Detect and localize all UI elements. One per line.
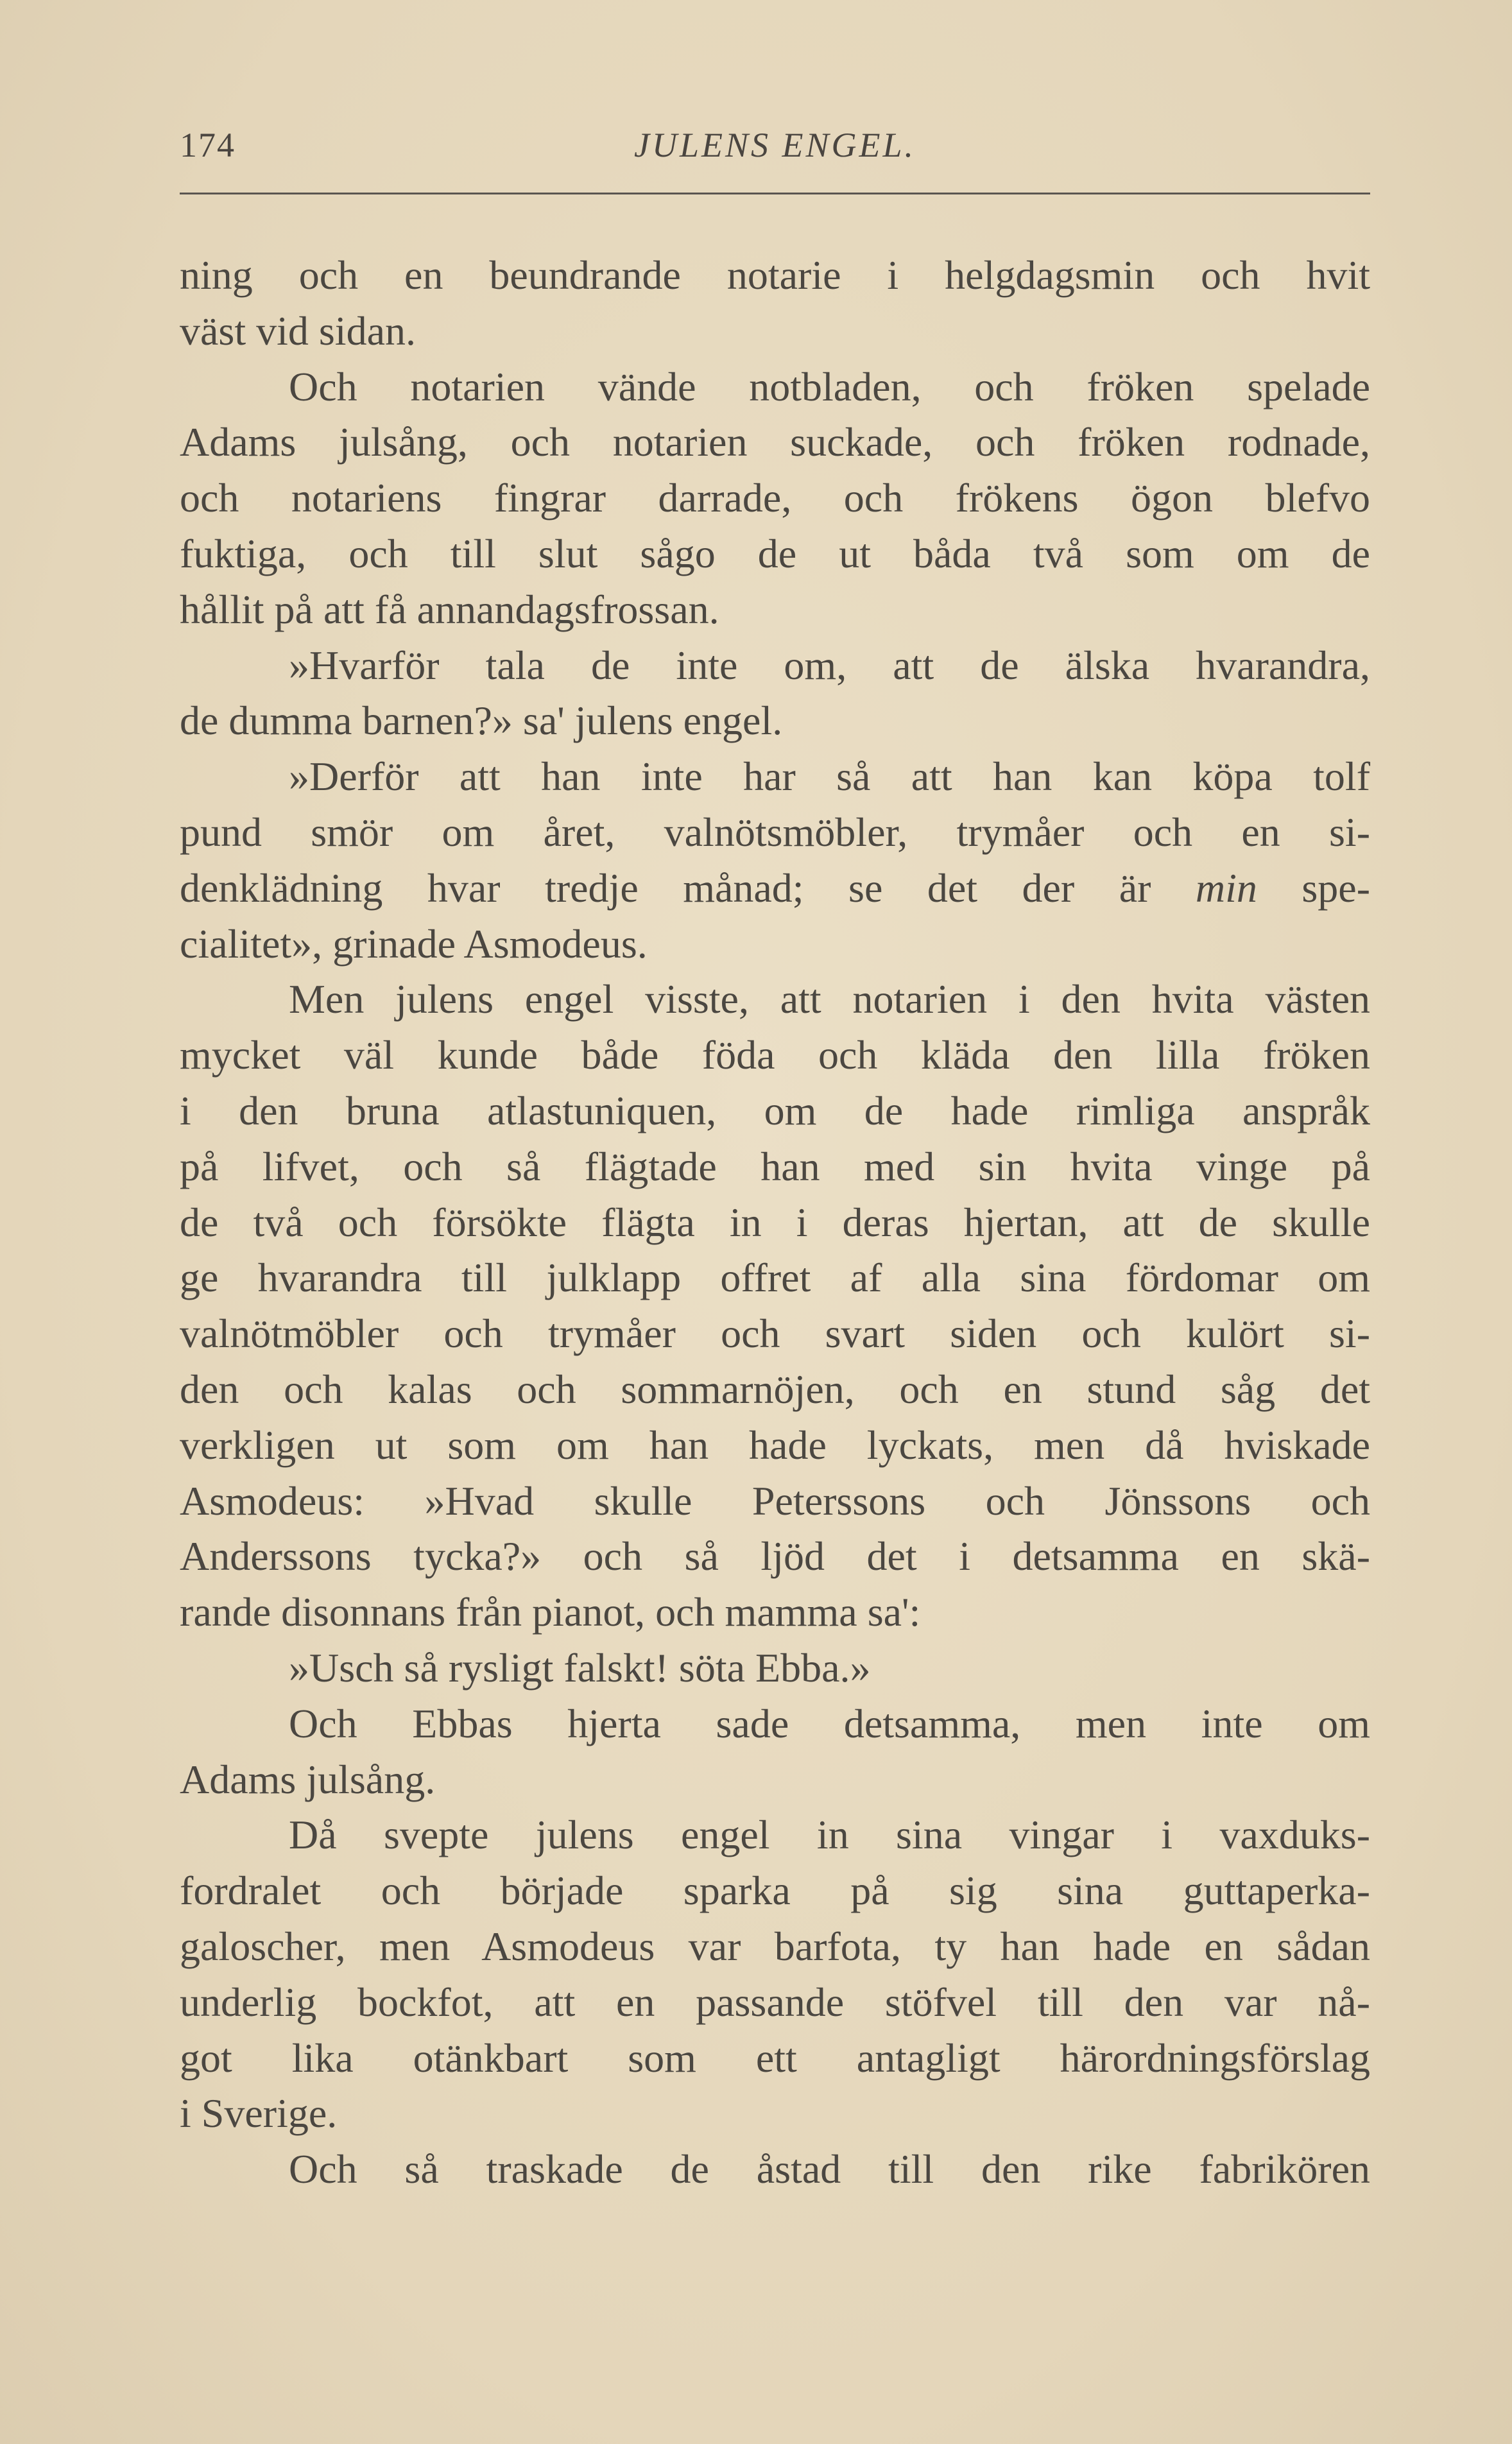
text-line: fordralet och började sparka på sig sina guttaperka- [180, 1868, 1370, 1914]
page-header [180, 125, 1370, 170]
italic-word: min [1195, 865, 1257, 911]
text-line: på lifvet, och så flägtade han med sin hvita vinge på [180, 1143, 1370, 1189]
text-line: valnötmöbler och trymåer och svart siden och kulört si- [180, 1311, 1370, 1357]
text-line: mycket väl kunde både föda och kläda den lilla fröken [180, 1032, 1370, 1078]
text-line: de dumma barnen?» sa' julens engel. [180, 698, 783, 744]
text-line: i den bruna atlastuniquen, om de hade rimliga anspråk [180, 1087, 1370, 1133]
text-line: underlig bockfot, att en passande stöfvel till den var nå- [180, 1979, 1370, 2025]
running-title: JULENS ENGEL. [633, 126, 916, 164]
text-line: Och så traskade de åstad till den rike fabrikören [289, 2146, 1370, 2192]
text-line: väst vid sidan. [180, 307, 416, 354]
text-segment: spe- [1257, 865, 1371, 911]
body-text [180, 248, 1370, 2198]
text-line: rande disonnans från pianot, och mamma sa': [180, 1589, 921, 1635]
text-line: hållit på att få annandagsfrossan. [180, 586, 719, 632]
text-line: »Derför att han inte har så att han kan köpa tolf [289, 753, 1370, 800]
text-line: pund smör om året, valnötsmöbler, trymåer och en si- [180, 809, 1370, 855]
text-line: cialitet», grinade Asmodeus. [180, 920, 648, 967]
text-line: got lika otänkbart som ett antagligt härordningsförslag [180, 2035, 1370, 2081]
text-line: ning och en beundrande notarie i helgdagsmin och hvit [180, 252, 1370, 298]
text-line: verkligen ut som om han hade lyckats, men då hviskade [180, 1422, 1370, 1468]
text-line: Asmodeus: »Hvad skulle Peterssons och Jönssons och [180, 1477, 1370, 1524]
page-number: 174 [180, 126, 236, 164]
text-line: Adams julsång. [180, 1756, 436, 1802]
text-line: Anderssons tycka?» och så ljöd det i detsamma en skä- [180, 1533, 1370, 1579]
text-line: fuktiga, och till slut sågo de ut båda två som om de [180, 530, 1370, 576]
header-rule [180, 193, 1370, 194]
text-line: ge hvarandra till julklapp offret af alla sina fördomar om [180, 1255, 1370, 1301]
text-line: Och Ebbas hjerta sade detsamma, men inte om [289, 1700, 1370, 1746]
text-line: »Usch så rysligt falskt! söta Ebba.» [289, 1644, 871, 1691]
text-line: i Sverige. [180, 2090, 338, 2137]
text-line: de två och försökte flägta in i deras hjertan, att de skulle [180, 1199, 1370, 1245]
text-line-with-italic [180, 861, 1370, 917]
text-line: den och kalas och sommarnöjen, och en stund såg det [180, 1366, 1370, 1412]
text-line: Adams julsång, och notarien suckade, och fröken rodnade, [180, 419, 1370, 465]
text-line: galoscher, men Asmodeus var barfota, ty han hade en sådan [180, 1923, 1370, 1969]
text-line: Men julens engel visste, att notarien i den hvita västen [289, 976, 1370, 1022]
text-line: och notariens fingrar darrade, och frökens ögon blefvo [180, 475, 1370, 521]
text-line: »Hvarför tala de inte om, att de älska hvarandra, [289, 642, 1370, 688]
text-line: Då svepte julens engel in sina vingar i vaxduks- [289, 1812, 1370, 1858]
text-line: Och notarien vände notbladen, och fröken spelade [289, 363, 1370, 409]
text-segment: denklädning hvar tredje månad; se det der är [180, 865, 1151, 911]
